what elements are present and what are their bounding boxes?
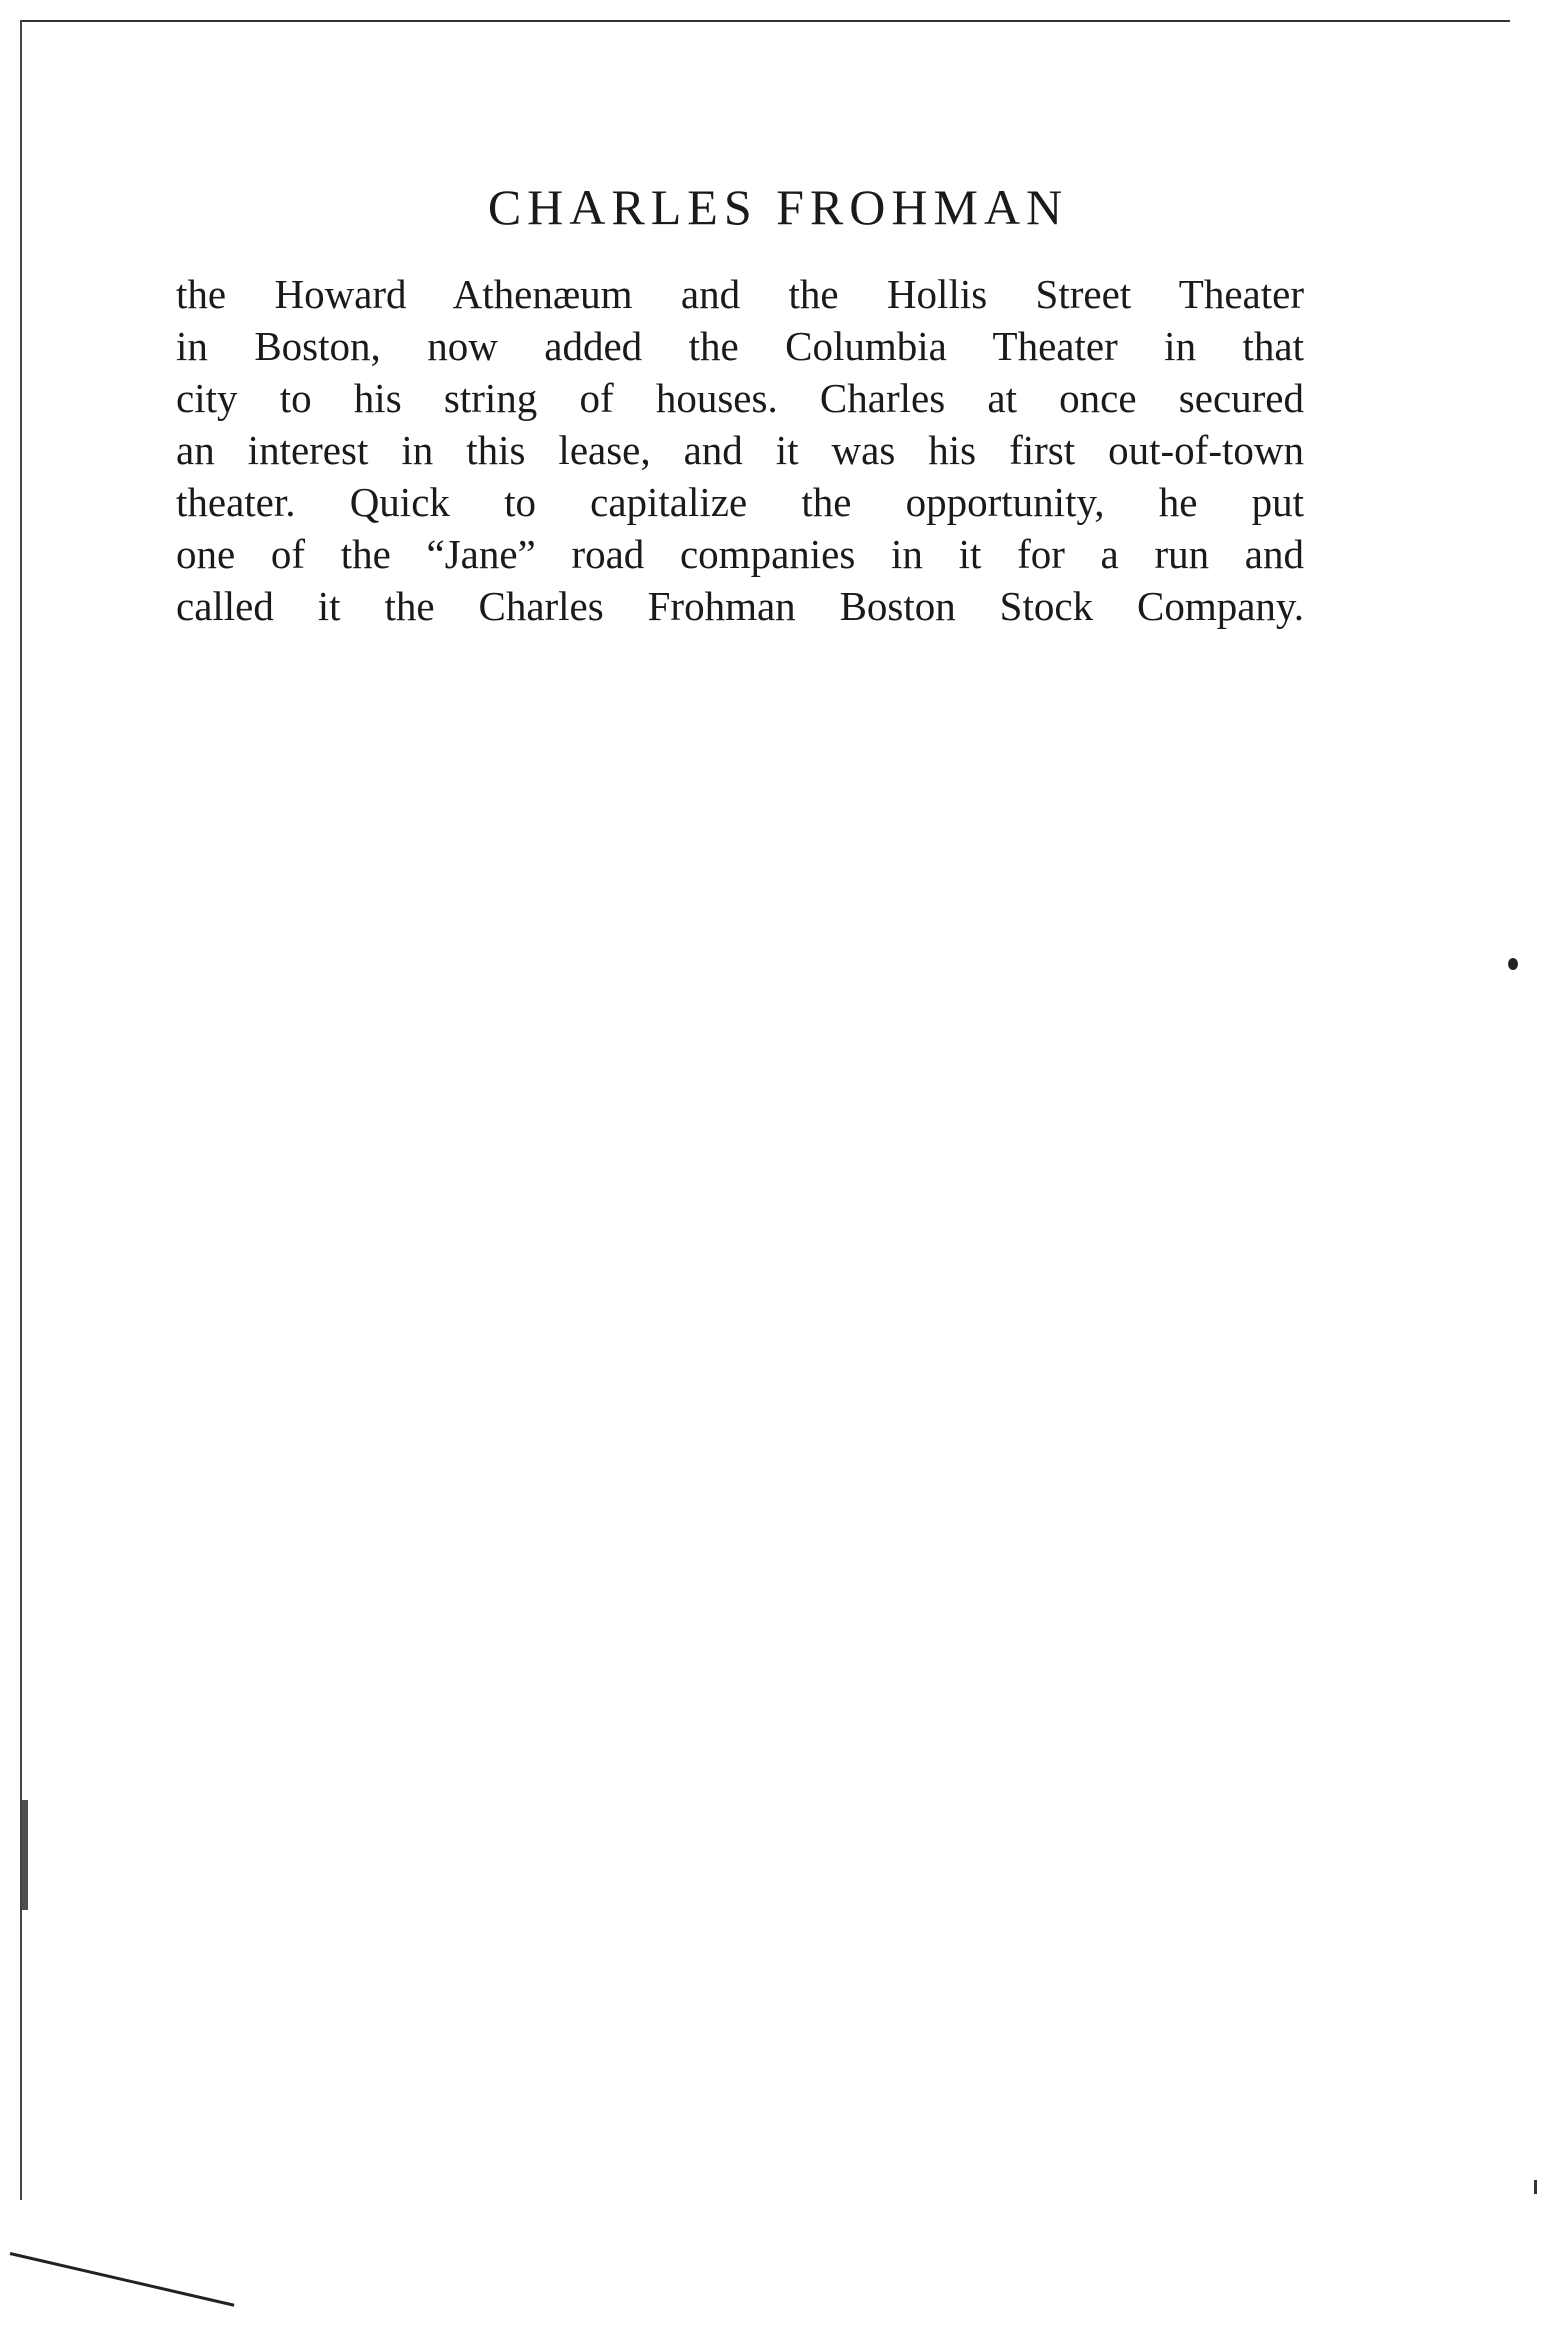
text-line: in Boston, now added the Columbia Theater in that (176, 323, 1304, 369)
text-line: the Howard Athenæum and the Hollis Street Theater (176, 271, 1304, 317)
text-line: one of the “Jane” road companies in it for a run and (176, 531, 1304, 577)
body-paragraph (176, 268, 1304, 632)
running-head: CHARLES FROHMAN (487, 179, 1069, 235)
scan-mark-bottom (10, 2252, 235, 2307)
text-line: called it the Charles Frohman Boston Stock Company. (176, 583, 1304, 629)
scan-mark-right-dot (1508, 958, 1518, 970)
text-line: an interest in this lease, and it was his first out-of-town (176, 427, 1304, 473)
scan-mark-left (22, 1800, 28, 1910)
text-line: theater. Quick to capitalize the opportunity, he put (176, 479, 1304, 525)
page-edge-top (20, 20, 1510, 22)
scan-mark-right-tick (1534, 2180, 1537, 2194)
text-line: city to his string of houses. Charles at once secured (176, 375, 1304, 421)
